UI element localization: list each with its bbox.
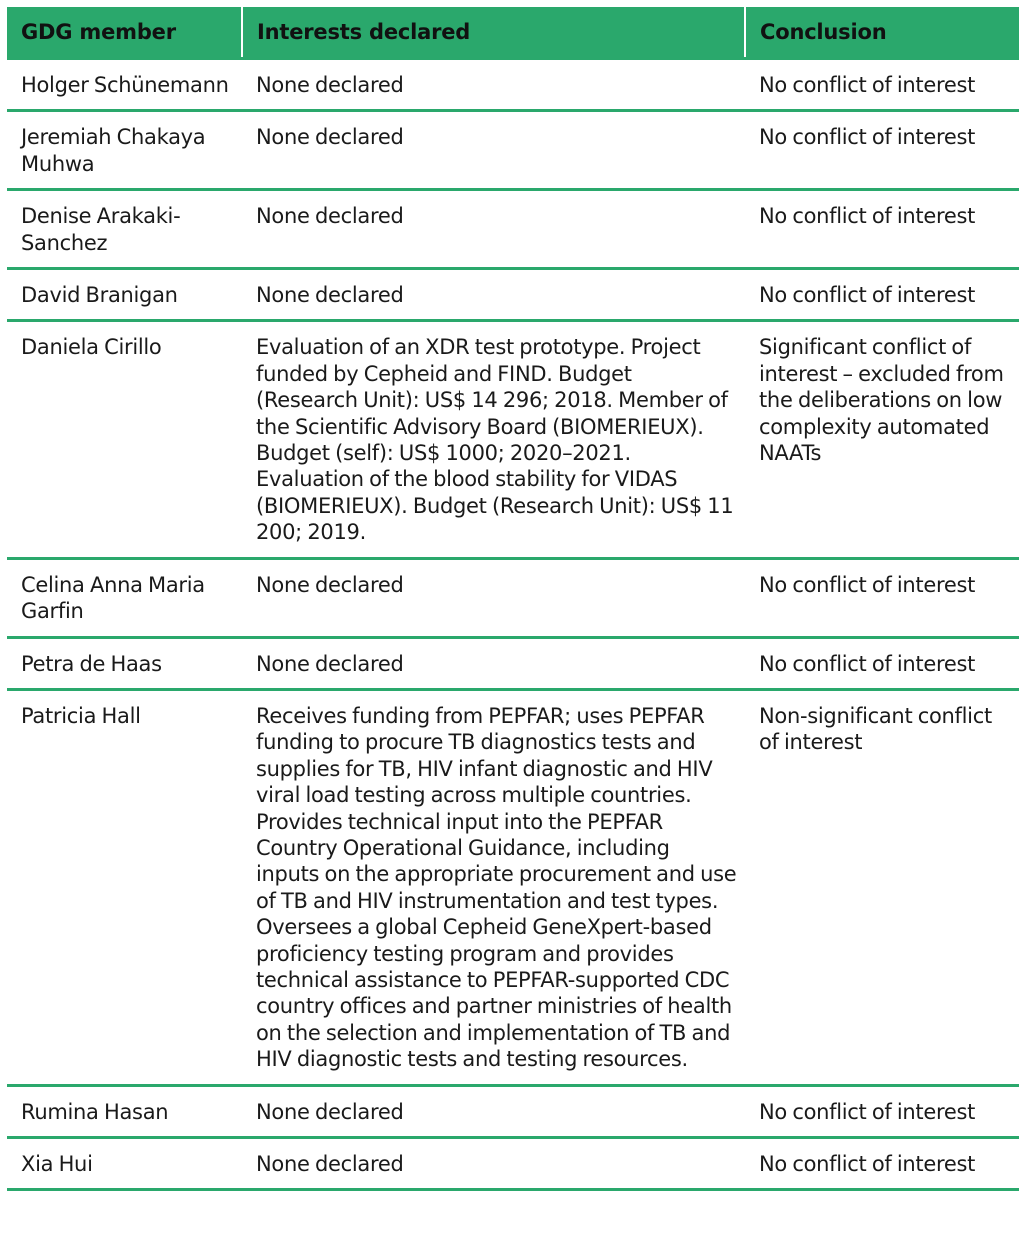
table-row <box>7 1085 1019 1137</box>
interests-declared: None declared <box>242 1085 745 1137</box>
member-name: Celina Anna Maria Garfin <box>7 558 242 637</box>
member-name: David Branigan <box>7 269 242 321</box>
conclusion: No conflict of interest <box>745 190 1019 269</box>
conclusion: No conflict of interest <box>745 1138 1019 1190</box>
member-name: Rumina Hasan <box>7 1085 242 1137</box>
header-row <box>7 7 1019 59</box>
conclusion: No conflict of interest <box>745 59 1019 111</box>
interests-declared: None declared <box>242 111 745 190</box>
table-row <box>7 111 1019 190</box>
interests-declared: Receives funding from PEPFAR; uses PEPFAR funding to procure TB diagnostics tests and supplies for TB, HIV infant diagnostic and HIV viral load testing across multiple countries. Provides technical input into the PEPFAR Country Operational Guidance, including inputs on the appropriate procurement and use of TB and HIV instrumentation and test types. Oversees a global Cepheid GeneXpert-based proficiency testing program and provides technical assistance to PEPFAR-supported CDC country offices and partner ministries of health on the selection and implementation of TB and HIV diagnostic tests and testing resources. <box>242 689 745 1085</box>
interests-declared: None declared <box>242 558 745 637</box>
member-name: Jeremiah Chakaya Muhwa <box>7 111 242 190</box>
conclusion: No conflict of interest <box>745 111 1019 190</box>
header-conclusion: Conclusion <box>745 7 1019 59</box>
table-header <box>7 7 1019 59</box>
interests-declared: Evaluation of an XDR test prototype. Project funded by Cepheid and FIND. Budget (Research Unit): US$ 14 296; 2018. Member of the Scientific Advisory Board (BIOMERIEUX). Budget (self): US$ 1000; 2020–2021. Evaluation of the blood stability for VIDAS (BIOMERIEUX). Budget (Research Unit): US$ 11 200; 2019. <box>242 321 745 558</box>
table-row <box>7 269 1019 321</box>
table-row <box>7 321 1019 558</box>
header-interests-declared: Interests declared <box>242 7 745 59</box>
conclusion: No conflict of interest <box>745 558 1019 637</box>
interests-declared: None declared <box>242 269 745 321</box>
conclusion: No conflict of interest <box>745 637 1019 689</box>
conclusion: No conflict of interest <box>745 1085 1019 1137</box>
table-body <box>7 59 1019 1190</box>
table-row <box>7 558 1019 637</box>
table-row <box>7 1138 1019 1190</box>
gdg-interests-table <box>7 7 1019 1191</box>
member-name: Patricia Hall <box>7 689 242 1085</box>
table-row <box>7 637 1019 689</box>
member-name: Daniela Cirillo <box>7 321 242 558</box>
interests-declared: None declared <box>242 637 745 689</box>
interests-declared: None declared <box>242 190 745 269</box>
conclusion: Non-significant conflict of interest <box>745 689 1019 1085</box>
conclusion: No conflict of interest <box>745 269 1019 321</box>
header-gdg-member: GDG member <box>7 7 242 59</box>
member-name: Xia Hui <box>7 1138 242 1190</box>
table-row <box>7 190 1019 269</box>
member-name: Holger Schünemann <box>7 59 242 111</box>
interests-declared: None declared <box>242 1138 745 1190</box>
conclusion: Significant conflict of interest – excluded from the deliberations on low complexity automated NAATs <box>745 321 1019 558</box>
table-row <box>7 689 1019 1085</box>
member-name: Denise Arakaki-Sanchez <box>7 190 242 269</box>
interests-declared: None declared <box>242 59 745 111</box>
table-row <box>7 59 1019 111</box>
member-name: Petra de Haas <box>7 637 242 689</box>
